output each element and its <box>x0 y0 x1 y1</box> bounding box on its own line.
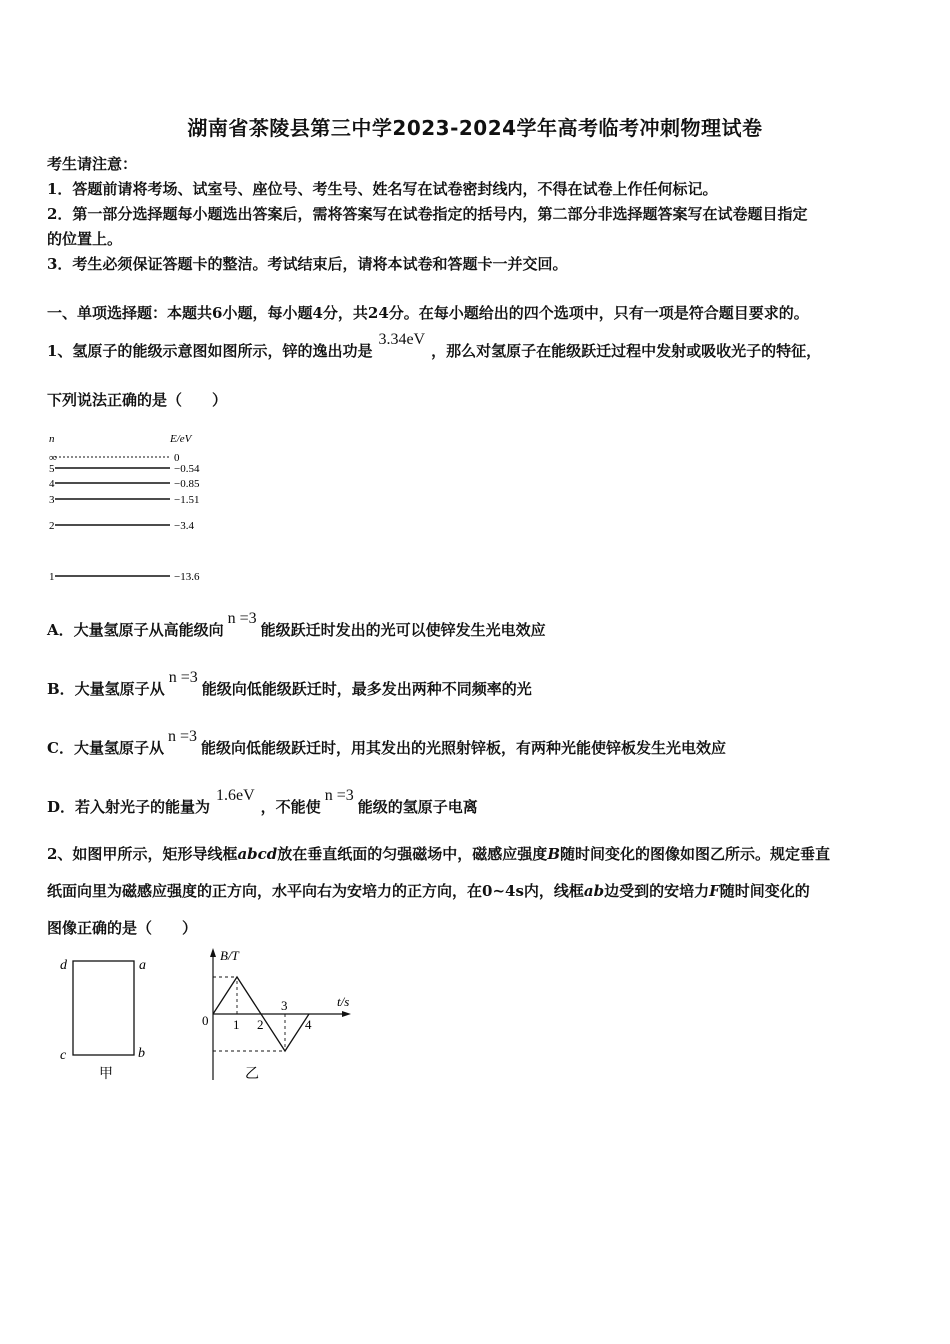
q2-text: 纸面向里为磁感应强度的正方向，水平向右为安培力的正方向，在0~4s内，线框 <box>47 882 584 900</box>
q2-line-1 <box>47 843 830 864</box>
option-d-math-2: n =3 <box>324 787 354 804</box>
option-d-text: D．若入射光子的能量为 <box>47 798 211 816</box>
figure-yi-chart <box>195 945 365 1085</box>
level-n-label: 4 <box>49 478 55 490</box>
option-b-math: n =3 <box>168 669 198 686</box>
wire-frame <box>73 961 134 1055</box>
option-c-math: n =3 <box>167 728 197 745</box>
page-title: 湖南省茶陵县第三中学2023-2024学年高考临考冲刺物理试卷 <box>187 116 763 140</box>
q2-text: 随时间变化的 <box>719 882 810 900</box>
q2-line-3: 图像正确的是（ ） <box>47 919 198 937</box>
figure-jia <box>55 950 160 1085</box>
n-axis-label: n <box>49 433 55 445</box>
x-axis-arrow <box>342 1011 351 1017</box>
option-a-text: A．大量氢原子从高能级向 <box>47 621 224 639</box>
q2-var: B <box>547 845 560 863</box>
label-c: c <box>60 1048 67 1063</box>
option-b-text: B．大量氢原子从 <box>47 680 165 698</box>
x-axis-label: t/s <box>337 994 350 1009</box>
option-d-text-c: 能级的氢原子电离 <box>357 798 478 816</box>
energy-axis-label: E/eV <box>170 433 192 445</box>
level-energy-label: −13.6 <box>174 571 200 583</box>
q2-text: 2、如图甲所示，矩形导线框 <box>47 845 238 863</box>
q2-var: ab <box>583 882 605 900</box>
q2-var: F <box>709 882 720 900</box>
label-d: d <box>60 958 67 973</box>
q1-stem-a: 1、氢原子的能级示意图如图所示，锌的逸出功是 <box>47 342 373 360</box>
level-energy-label: 0 <box>174 452 180 464</box>
x-tick-label: 2 <box>257 1017 264 1032</box>
level-n-label: 3 <box>49 494 55 506</box>
work-function-value: 3.34eV <box>378 331 426 348</box>
level-n-label: 5 <box>49 463 55 475</box>
q2-line-2 <box>47 880 810 901</box>
level-energy-label: −3.4 <box>174 520 194 532</box>
option-b[interactable] <box>47 669 532 699</box>
figure-yi-caption: 乙 <box>245 1067 259 1082</box>
figure-jia-caption: 甲 <box>99 1067 113 1082</box>
level-energy-label: −0.85 <box>174 478 200 490</box>
level-n-label: ∞ <box>49 452 57 464</box>
option-a-text-b: 能级跃迁时发出的光可以使锌发生光电效应 <box>260 621 546 639</box>
option-b-text-b: 能级向低能级跃迁时，最多发出两种不同频率的光 <box>201 680 532 698</box>
label-b: b <box>138 1046 145 1061</box>
option-d-text-b: ，不能使 <box>260 798 321 816</box>
option-c-text: C．大量氢原子从 <box>47 739 164 757</box>
energy-levels <box>49 452 200 583</box>
x-tick-label: 3 <box>281 998 288 1013</box>
x-tick-label: 4 <box>305 1017 312 1032</box>
label-a: a <box>139 958 146 973</box>
level-energy-label: −0.54 <box>174 463 200 475</box>
level-energy-label: −1.51 <box>174 494 200 506</box>
option-c-text-b: 能级向低能级跃迁时，用其发出的光照射锌板，有两种光能使锌板发生光电效应 <box>200 739 726 757</box>
option-a-math: n =3 <box>227 610 257 627</box>
level-n-label: 2 <box>49 520 55 532</box>
option-c[interactable] <box>47 728 726 758</box>
notice-heading: 考生请注意： <box>47 155 138 173</box>
origin-label: 0 <box>202 1013 209 1028</box>
q2-text: 随时间变化的图像如图乙所示。规定垂直 <box>560 845 831 863</box>
level-n-label: 1 <box>49 571 55 583</box>
section-heading: 一、单项选择题：本题共6小题，每小题4分，共24分。在每小题给出的四个选项中，只有一项是符合题目要求的。 <box>47 304 809 322</box>
q1-stem <box>47 331 822 361</box>
option-d-math-1: 1.6eV <box>216 787 255 804</box>
y-axis-label: B/T <box>220 948 239 963</box>
option-d[interactable] <box>47 787 478 817</box>
notice-item: 的位置上。 <box>47 230 123 248</box>
notice-item: 1．答题前请将考场、试室号、座位号、考生号、姓名写在试卷密封线内，不得在试卷上作任何标记。 <box>47 180 718 198</box>
q2-var: abcd <box>237 845 278 863</box>
q2-text: 边受到的安培力 <box>604 882 710 900</box>
notice-item: 3．考生必须保证答题卡的整洁。考试结束后，请将本试卷和答题卡一并交回。 <box>47 255 568 273</box>
notice-item: 2．第一部分选择题每小题选出答案后，需将答案写在试卷指定的括号内，第二部分非选择题答案写在试卷题目指定 <box>47 205 808 223</box>
x-tick-label: 1 <box>233 1017 240 1032</box>
option-a[interactable] <box>47 610 546 640</box>
q1-stem-c: 下列说法正确的是（ ） <box>47 391 228 409</box>
energy-level-diagram <box>40 428 240 590</box>
q1-stem-b: ，那么对氢原子在能级跃迁过程中发射或吸收光子的特征， <box>431 342 822 360</box>
y-axis-arrow <box>210 948 216 957</box>
q2-text: 放在垂直纸面的匀强磁场中，磁感应强度 <box>277 845 548 863</box>
